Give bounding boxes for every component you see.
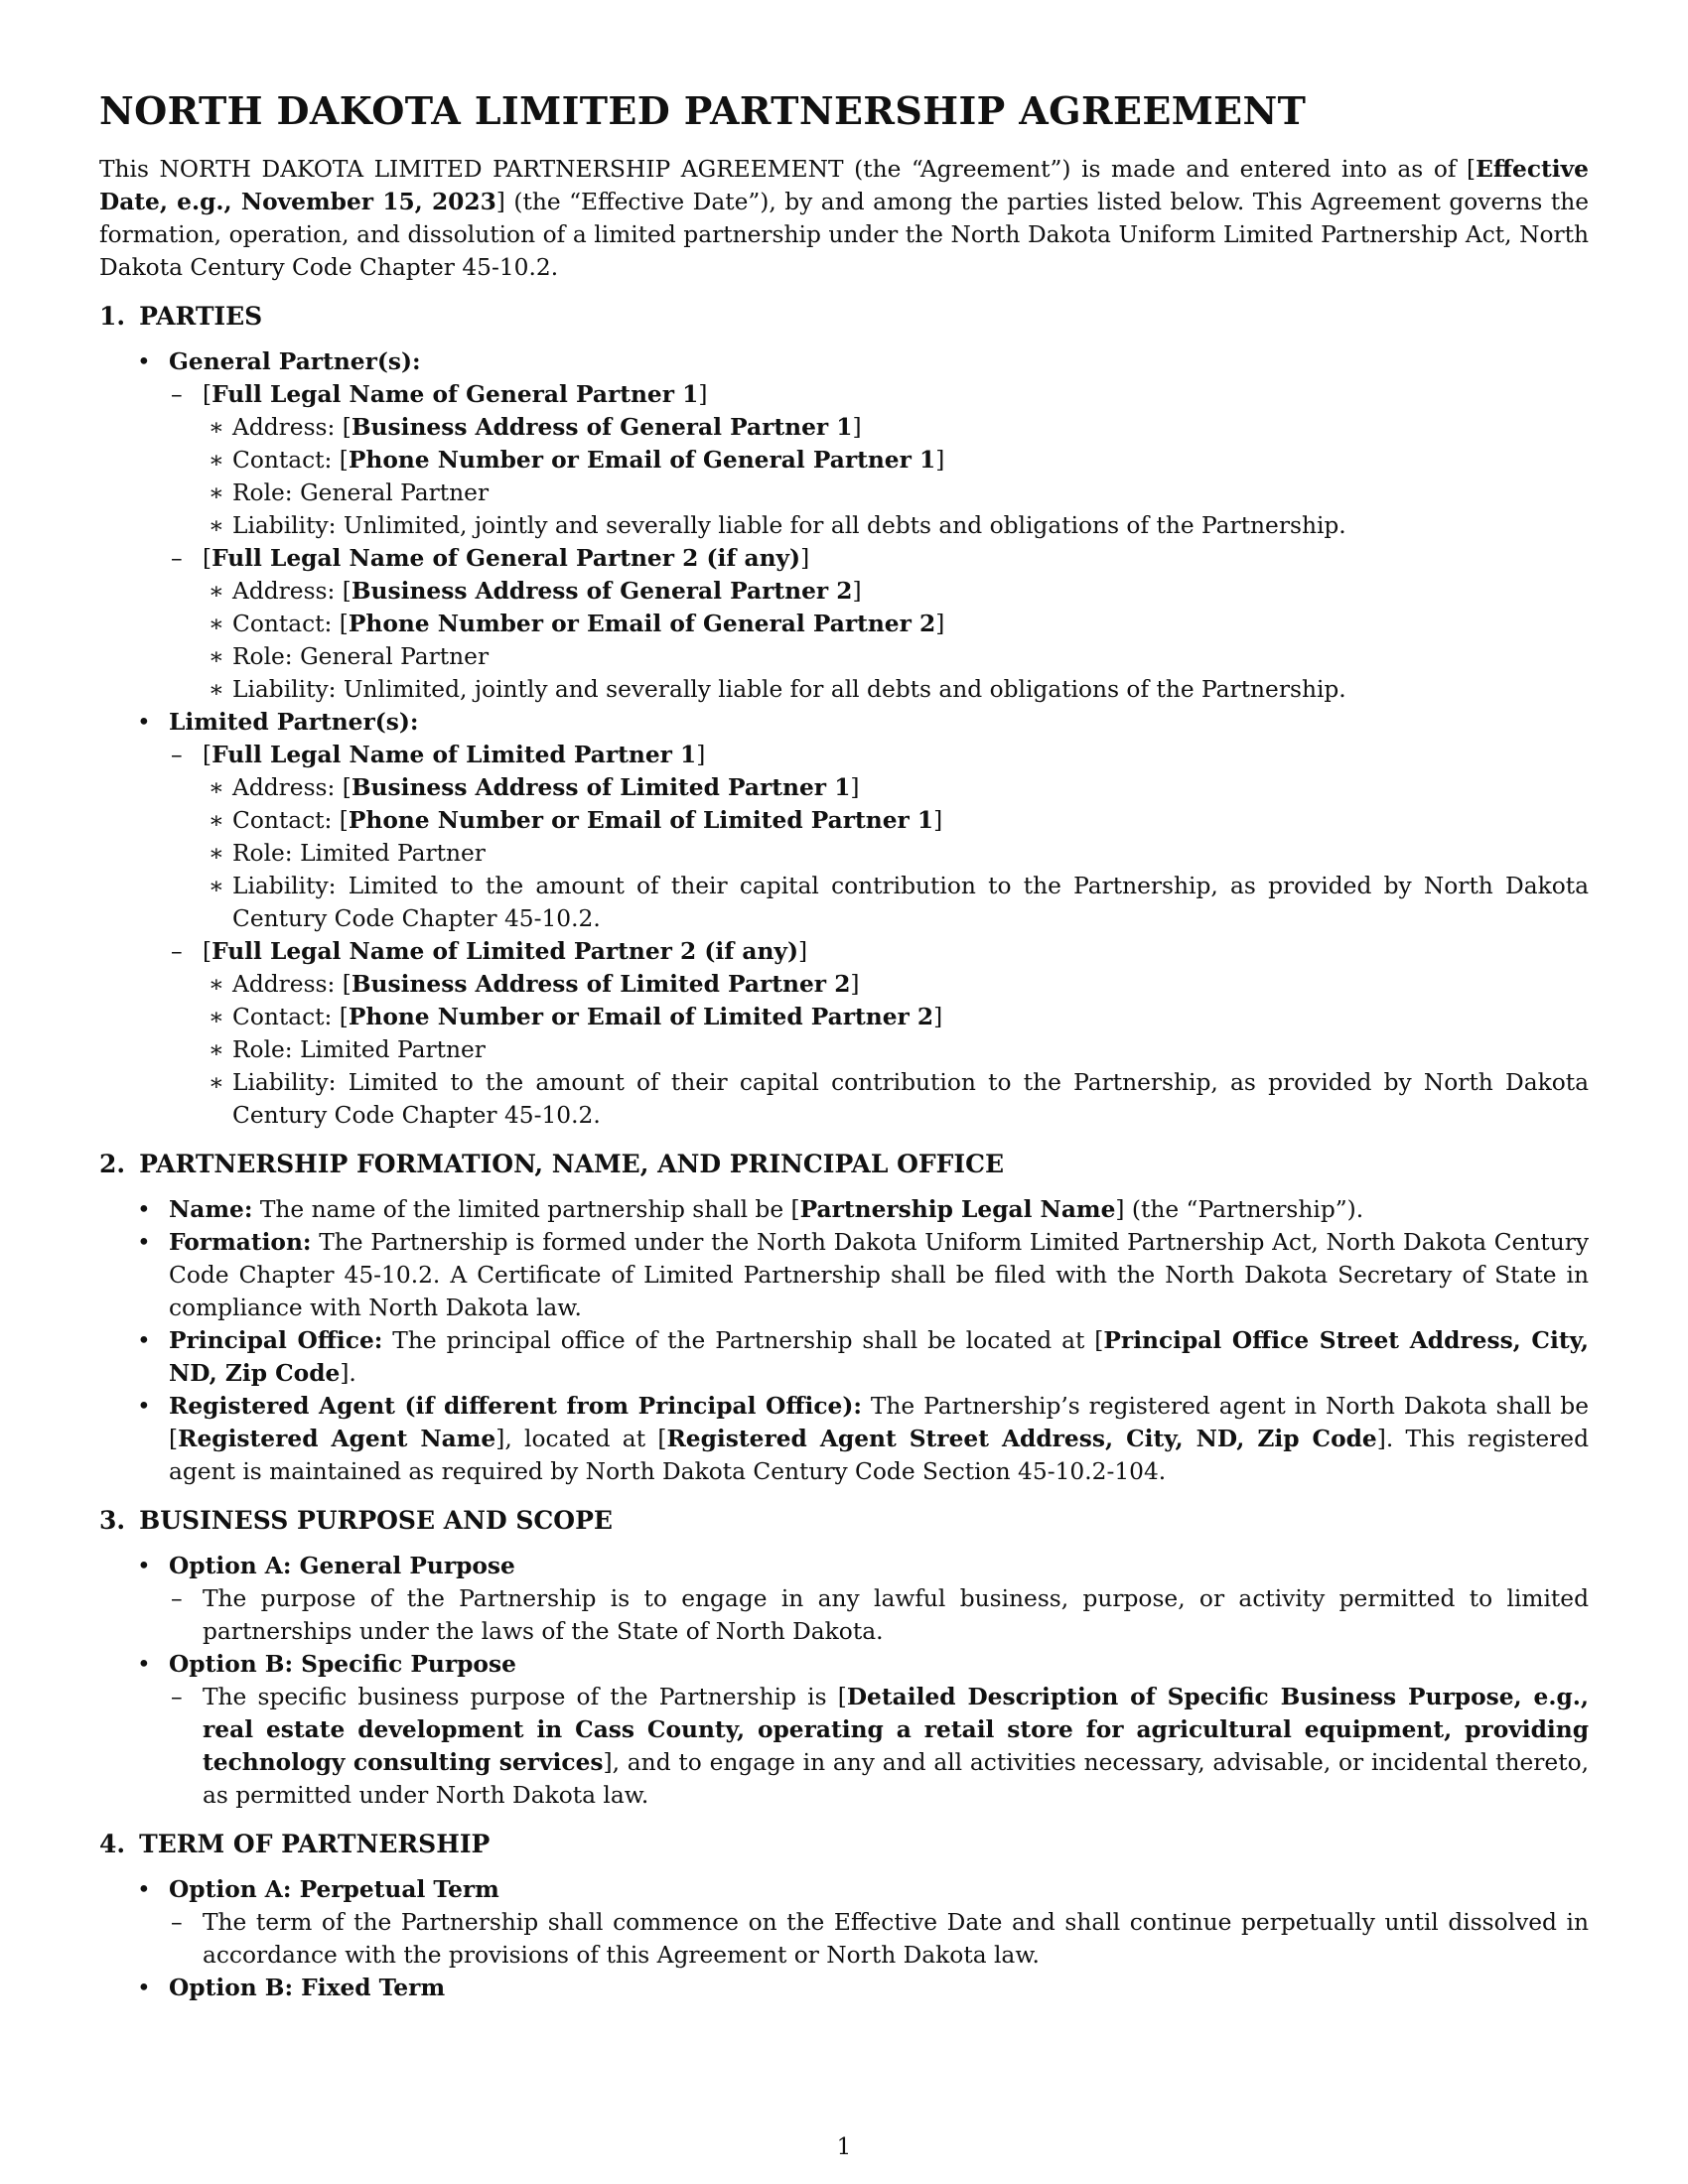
formation-item: • Formation: The Partnership is formed under the North Dakota Uniform Limited Partnership Act, North Dakota Century Code Chapter 45-10.2. A Certificate of Limited Partnership shall be filed with the North Dakota Secretary of State in compliance with North Dakota law.: [99, 1226, 1589, 1324]
limited-partners-item: [99, 706, 1589, 1132]
partner-address: ∗ Address: [Business Address of Limited Partner 2]: [205, 968, 1589, 1001]
section-number: 3.: [99, 1506, 126, 1535]
section-3-heading: [99, 1504, 1589, 1538]
formation-list: [99, 1193, 1589, 1488]
partner-contact: ∗ Contact: [Phone Number or Email of Limited Partner 2]: [205, 1001, 1589, 1033]
section-title: PARTNERSHIP FORMATION, NAME, AND PRINCIPAL OFFICE: [139, 1150, 1005, 1178]
name-item: • Name: The name of the limited partnership shall be [Partnership Legal Name] (the “Partnership”).: [99, 1193, 1589, 1226]
option-b-specific-purpose: • Option B: Specific Purpose – The specific business purpose of the Partnership is [Detailed Description of Specific Business Purpose, e.g., real estate development in Cass County, operating a retail store for agricultural equipment, providing technology consulting services], and to engage in any and all activities necessary, advisable, or incidental thereto, as permitted under North Dakota law.: [99, 1648, 1589, 1812]
partner-role: ∗ Role: Limited Partner: [205, 1033, 1589, 1066]
general-partner-2: – [Full Legal Name of General Partner 2 (if any)] ∗ Address: [Business Address of General Partner 2] ∗ Contact: [Phone Number or Email of General Partner 2] ∗ Role: General Partner ∗ Liability: Unlimited, jointly and severally liable for all debts and obligations of the Partnership.: [169, 542, 1589, 706]
partner-address: ∗ Address: [Business Address of General Partner 1]: [205, 411, 1589, 444]
section-2-heading: [99, 1148, 1589, 1181]
section-title: PARTIES: [139, 302, 263, 331]
option-text: – The purpose of the Partnership is to engage in any lawful business, purpose, or activity permitted to limited partnerships under the laws of the State of North Dakota.: [169, 1582, 1589, 1648]
section-4-heading: [99, 1828, 1589, 1861]
intro-paragraph: [99, 153, 1589, 284]
option-a-general-purpose: • Option A: General Purpose – The purpose of the Partnership is to engage in any lawful business, purpose, or activity permitted to limited partnerships under the laws of the State of North Dakota.: [99, 1550, 1589, 1648]
principal-office-item: • Principal Office: The principal office of the Partnership shall be located at [Principal Office Street Address, City, ND, Zip Code].: [99, 1324, 1589, 1390]
partner-address: ∗ Address: [Business Address of General Partner 2]: [205, 575, 1589, 608]
partner-role: ∗ Role: General Partner: [205, 477, 1589, 509]
partner-liability: ∗ Liability: Limited to the amount of their capital contribution to the Partnership, as provided by North Dakota Century Code Chapter 45-10.2.: [205, 1066, 1589, 1132]
partner-name: Full Legal Name of General Partner 2 (if any): [211, 545, 801, 572]
partner-contact: ∗ Contact: [Phone Number or Email of Limited Partner 1]: [205, 804, 1589, 837]
section-1-heading: [99, 300, 1589, 334]
limited-partners-label: Limited Partner(s):: [169, 709, 419, 736]
partner-liability: ∗ Liability: Unlimited, jointly and severally liable for all debts and obligations of the Partnership.: [205, 509, 1589, 542]
general-partners-item: [99, 345, 1589, 706]
partner-name: Full Legal Name of General Partner 1: [211, 381, 699, 408]
limited-partner-2: – [Full Legal Name of Limited Partner 2 (if any)] ∗ Address: [Business Address of Limited Partner 2] ∗ Contact: [Phone Number or Email of Limited Partner 2] ∗ Role: Limited Partner ∗ Liability: Limited to the amount of their capital contribution to the Partnership, as provided by North Dakota Century Code Chapter 45-10.2.: [169, 935, 1589, 1132]
partner-address: ∗ Address: [Business Address of Limited Partner 1]: [205, 771, 1589, 804]
partner-role: ∗ Role: General Partner: [205, 640, 1589, 673]
general-partners-label: General Partner(s):: [169, 348, 421, 375]
section-number: 4.: [99, 1830, 126, 1858]
partner-name: Full Legal Name of Limited Partner 2 (if any): [211, 938, 798, 965]
partner-liability: ∗ Liability: Limited to the amount of their capital contribution to the Partnership, as provided by North Dakota Century Code Chapter 45-10.2.: [205, 870, 1589, 935]
option-text: – The term of the Partnership shall commence on the Effective Date and shall continue perpetually until dissolved in accordance with the provisions of this Agreement or North Dakota law.: [169, 1906, 1589, 1972]
section-number: 2.: [99, 1150, 126, 1178]
section-title: TERM OF PARTNERSHIP: [139, 1830, 491, 1858]
effective-date-placeholder: Effective Date, e.g., November 15, 2023: [99, 156, 1589, 215]
partner-role: ∗ Role: Limited Partner: [205, 837, 1589, 870]
partner-liability: ∗ Liability: Unlimited, jointly and severally liable for all debts and obligations of the Partnership.: [205, 673, 1589, 706]
intro-text-2: ] (the “Effective Date”), by and among the parties listed below. This Agreement governs the formation, operation, and dissolution of a limited partnership under the North Dakota Uniform Limited Partnership Act, North Dakota Century Code Chapter 45-10.2.: [99, 189, 1589, 281]
section-title: BUSINESS PURPOSE AND SCOPE: [139, 1506, 613, 1535]
purpose-list: [99, 1550, 1589, 1812]
section-number: 1.: [99, 302, 126, 331]
parties-list: [99, 345, 1589, 1132]
option-a-perpetual-term: • Option A: Perpetual Term – The term of the Partnership shall commence on the Effective Date and shall continue perpetually until dissolved in accordance with the provisions of this Agreement or North Dakota law.: [99, 1873, 1589, 1972]
partner-contact: ∗ Contact: [Phone Number or Email of General Partner 1]: [205, 444, 1589, 477]
term-list: [99, 1873, 1589, 2004]
partner-name: Full Legal Name of Limited Partner 1: [211, 742, 697, 768]
document-title: NORTH DAKOTA LIMITED PARTNERSHIP AGREEMENT: [99, 88, 1307, 133]
registered-agent-item: • Registered Agent (if different from Principal Office): The Partnership’s registered agent in North Dakota shall be [Registered Agent Name], located at [Registered Agent Street Address, City, ND, Zip Code]. This registered agent is maintained as required by North Dakota Century Code Section 45-10.2-104.: [99, 1390, 1589, 1488]
option-b-fixed-term: • Option B: Fixed Term: [99, 1972, 1589, 2004]
general-partner-1: – [Full Legal Name of General Partner 1] ∗ Address: [Business Address of General Partner 1] ∗ Contact: [Phone Number or Email of General Partner 1] ∗ Role: General Partner ∗ Liability: Unlimited, jointly and severally liable for all debts and obligations of the Partnership.: [169, 378, 1589, 542]
partner-contact: ∗ Contact: [Phone Number or Email of General Partner 2]: [205, 608, 1589, 640]
page-number: 1: [836, 2134, 852, 2160]
option-text: – The specific business purpose of the Partnership is [Detailed Description of Specific Business Purpose, e.g., real estate development in Cass County, operating a retail store for agricultural equipment, providing technology consulting services], and to engage in any and all activities necessary, advisable, or incidental thereto, as permitted under North Dakota law.: [169, 1681, 1589, 1812]
intro-text-1: This NORTH DAKOTA LIMITED PARTNERSHIP AGREEMENT (the “Agreement”) is made and entered into as of [: [99, 156, 1477, 183]
document-page: [99, 87, 1589, 2020]
limited-partner-1: – [Full Legal Name of Limited Partner 1] ∗ Address: [Business Address of Limited Partner 1] ∗ Contact: [Phone Number or Email of Limited Partner 1] ∗ Role: Limited Partner ∗ Liability: Limited to the amount of their capital contribution to the Partnership, as provided by North Dakota Century Code Chapter 45-10.2.: [169, 739, 1589, 935]
